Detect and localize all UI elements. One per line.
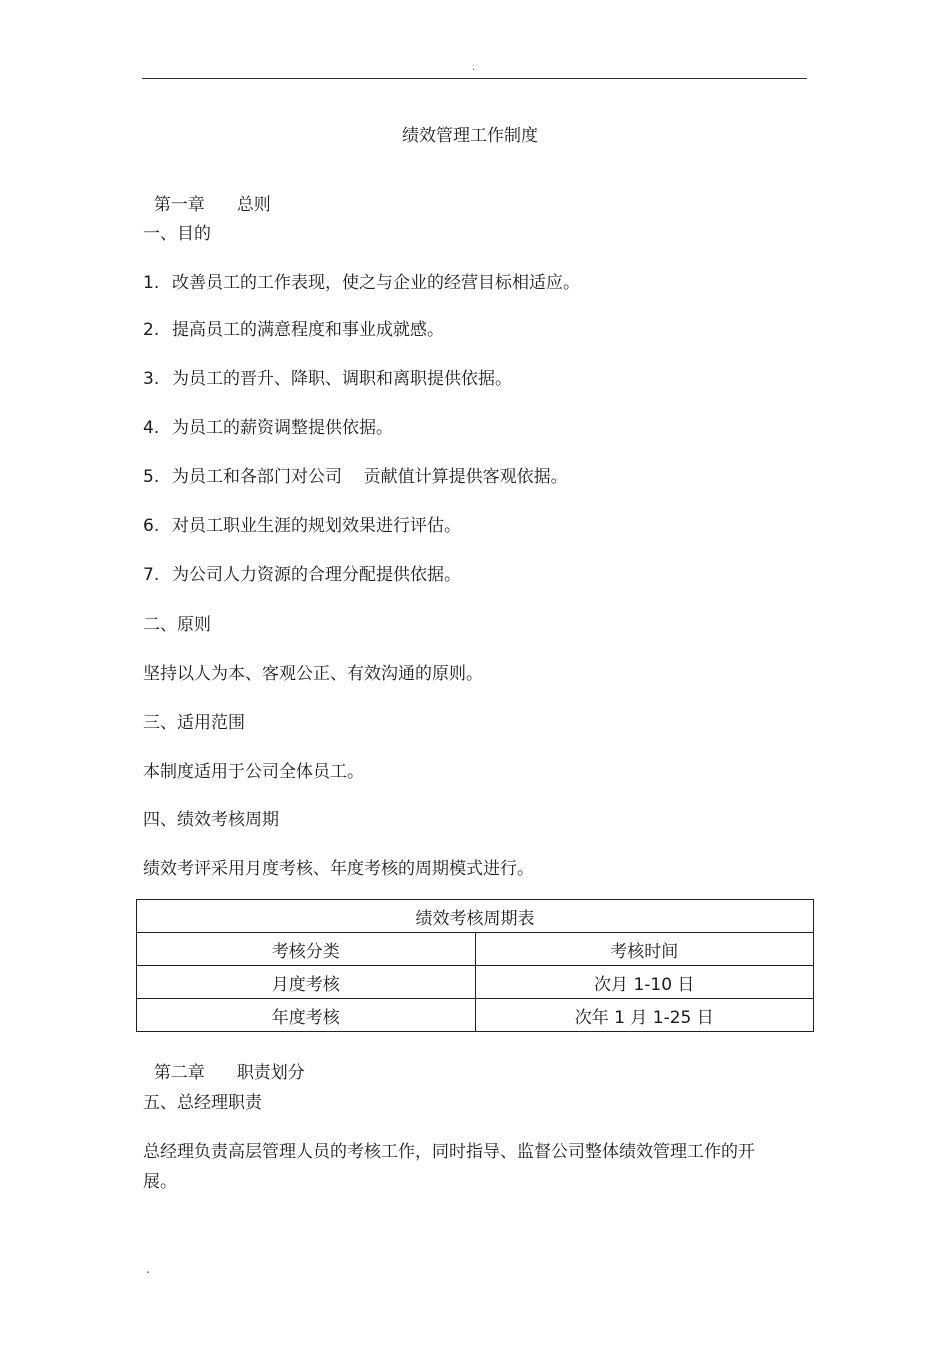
list-item-text: 对员工职业生涯的规划效果进行评估。 bbox=[172, 516, 461, 536]
table-header-row bbox=[137, 933, 814, 966]
table-cell: 年度考核 bbox=[137, 999, 476, 1032]
list-item bbox=[143, 320, 444, 340]
list-item-text: 为员工的薪资调整提供依据。 bbox=[172, 418, 393, 438]
list-item bbox=[143, 565, 461, 585]
section-2-heading: 二、原则 bbox=[143, 615, 211, 635]
assessment-cycle-table bbox=[136, 899, 814, 1032]
table-row bbox=[137, 966, 814, 999]
list-item-text: 提高员工的满意程度和事业成就感。 bbox=[172, 320, 444, 340]
list-item bbox=[143, 273, 580, 293]
table-cell: 次年 1 月 1-25 日 bbox=[475, 999, 814, 1032]
table-row bbox=[137, 999, 814, 1032]
list-item-number: 6. bbox=[143, 516, 160, 536]
list-item-text: 为员工的晋升、降职、调职和离职提供依据。 bbox=[172, 369, 512, 389]
section-4-text: 绩效考评采用月度考核、年度考核的周期模式进行。 bbox=[143, 859, 534, 879]
section-5-text: 总经理负责高层管理人员的考核工作，同时指导、监督公司整体绩效管理工作的开展。 bbox=[143, 1142, 755, 1192]
column-header: 考核时间 bbox=[475, 933, 814, 966]
table-cell: 次月 1-10 日 bbox=[475, 966, 814, 999]
section-1-heading: 一、目的 bbox=[143, 224, 211, 244]
list-item-number: 3. bbox=[143, 369, 160, 389]
table-caption-row bbox=[137, 900, 814, 933]
chapter-2-heading bbox=[143, 1043, 305, 1083]
section-2-text: 坚持以人为本、客观公正、有效沟通的原则。 bbox=[143, 664, 483, 684]
header-mark: . bbox=[472, 62, 476, 73]
chapter-1-name: 总则 bbox=[236, 195, 271, 215]
list-item bbox=[143, 418, 393, 438]
section-3-text: 本制度适用于公司全体员工。 bbox=[143, 762, 364, 782]
section-4-heading: 四、绩效考核周期 bbox=[143, 810, 279, 830]
list-item-text: 为员工和各部门对公司 贡献值计算提供客观依据。 bbox=[172, 467, 568, 487]
list-item-number: 2. bbox=[143, 320, 160, 340]
footer-mark: . bbox=[146, 1262, 150, 1276]
chapter-2-label: 第二章 bbox=[153, 1063, 205, 1083]
list-item bbox=[143, 516, 461, 536]
list-item bbox=[143, 369, 512, 389]
chapter-1-label: 第一章 bbox=[153, 195, 205, 215]
list-item-number: 1. bbox=[143, 273, 160, 293]
list-item-number: 7. bbox=[143, 565, 160, 585]
column-header: 考核分类 bbox=[137, 933, 476, 966]
header-rule bbox=[142, 78, 807, 79]
chapter-2-name: 职责划分 bbox=[236, 1063, 305, 1083]
table-caption: 绩效考核周期表 bbox=[137, 900, 814, 933]
list-item-text: 改善员工的工作表现，使之与企业的经营目标相适应。 bbox=[172, 273, 580, 293]
table-cell: 月度考核 bbox=[137, 966, 476, 999]
document-title: 绩效管理工作制度 bbox=[402, 126, 538, 146]
chapter-1-heading bbox=[143, 175, 271, 215]
list-item-text: 为公司人力资源的合理分配提供依据。 bbox=[172, 565, 461, 585]
section-5-heading: 五、总经理职责 bbox=[143, 1093, 262, 1113]
list-item bbox=[143, 467, 568, 487]
section-3-heading: 三、适用范围 bbox=[143, 713, 245, 733]
list-item-number: 5. bbox=[143, 467, 160, 487]
list-item-number: 4. bbox=[143, 418, 160, 438]
